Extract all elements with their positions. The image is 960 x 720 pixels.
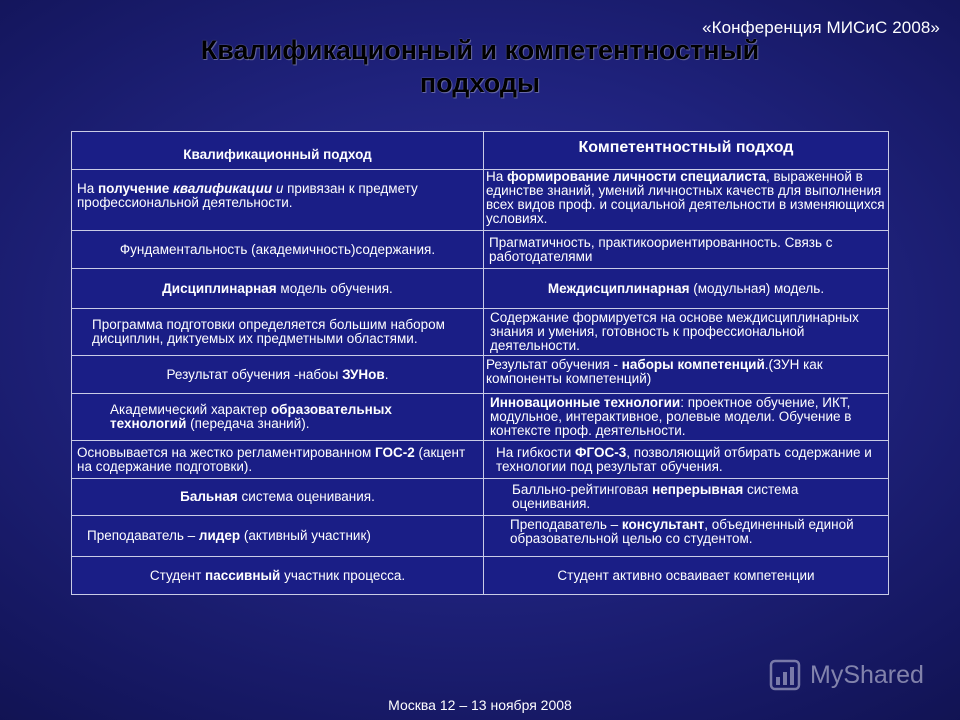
table-cell-right	[484, 356, 889, 394]
table-row	[72, 394, 889, 441]
table-row	[72, 269, 889, 309]
cell-text: На	[77, 181, 99, 196]
table-cell-left	[72, 394, 484, 441]
table-cell-left	[72, 269, 484, 309]
footer-text: Москва 12 – 13 ноября 2008	[388, 697, 572, 713]
table-row	[72, 170, 889, 231]
cell-text: модель обучения.	[276, 280, 393, 296]
myshared-watermark	[768, 655, 948, 695]
conference-label: «Конференция МИСиС 2008»	[702, 18, 940, 37]
slide-title	[70, 34, 890, 100]
myshared-logo-text: MyShared	[810, 660, 924, 689]
cell-text: (передача знаний).	[186, 416, 310, 431]
cell-bold-text: наборы компетенций	[621, 357, 765, 372]
cell-text: .(ЗУН как компоненты компетенций)	[486, 357, 823, 386]
table-cell-right	[484, 394, 889, 441]
cell-text: участник процесса.	[280, 567, 406, 583]
cell-text: Академический характер	[110, 402, 271, 417]
cell-text: : проектное обучение, ИКТ, модульное, интерактивное, ролевые модели. Обучение в контексте проф. деятельности.	[490, 395, 852, 438]
comparison-table	[71, 131, 889, 595]
cell-text: Результат обучения -набоы	[166, 366, 343, 382]
col2-header: Компетентностный подход	[484, 132, 889, 170]
cell-bold-text: непрерывная	[652, 482, 744, 497]
cell-bold-text: Дисциплинарная	[162, 280, 277, 296]
table-cell-left	[72, 557, 484, 595]
table-cell-left	[72, 516, 484, 557]
table-row	[72, 309, 889, 356]
cell-text: (активный участник)	[240, 528, 371, 543]
table-cell-right	[484, 269, 889, 309]
cell-text: (модульная) модель.	[689, 280, 825, 296]
cell-text: Преподаватель –	[87, 528, 199, 543]
table-cell-right	[484, 441, 889, 479]
table-cell-right: Содержание формируется на основе междисциплинарных знания и умения, готовность к профессиональной деятельности.	[484, 309, 889, 356]
table-cell-right	[484, 170, 889, 231]
table-cell-right	[484, 516, 889, 557]
myshared-logo-icon	[768, 658, 802, 692]
cell-text: система оценивания.	[237, 489, 375, 504]
cell-bold-text: формирование личности специалиста	[507, 169, 766, 184]
cell-bold-text: Междисциплинарная	[547, 280, 690, 296]
table-cell-right: Прагматичность, практикоориентированность. Связь с работодателями	[484, 231, 889, 269]
table-cell-left: Фундаментальность (академичность)содержания.	[72, 231, 484, 269]
cell-text: Преподаватель –	[510, 517, 622, 532]
table-row	[72, 231, 889, 269]
cell-bold-text: консультант	[621, 517, 705, 532]
table-cell-right: Студент активно осваивает компетенции	[484, 557, 889, 595]
cell-bold-text: Инновационные технологии	[490, 395, 681, 410]
cell-bold-text: лидер	[198, 528, 241, 543]
table-row	[72, 479, 889, 516]
table-row	[72, 557, 889, 595]
cell-text: Студент	[149, 567, 206, 583]
cell-bold-text: ЗУНов	[342, 366, 385, 382]
table-row	[72, 356, 889, 394]
cell-bold-text: Бальная	[180, 489, 238, 504]
cell-bold-text: ГОС-2	[375, 444, 415, 460]
cell-text: Основывается на жестко регламентированном	[77, 444, 376, 460]
table-cell-right	[484, 479, 889, 516]
cell-text: (акцент на содержание подготовки).	[77, 444, 466, 474]
cell-text: На гибкости	[496, 444, 575, 460]
cell-bold-text: образовательных технологий	[110, 402, 392, 431]
table-cell-left	[72, 170, 484, 231]
cell-bold-text: пассивный	[205, 567, 281, 583]
cell-text: , позволяющий отбирать содержание и технологии под результат обучения.	[496, 444, 872, 474]
cell-bold-text: ФГОС-3	[575, 444, 627, 460]
slide-title-line1: Квалификационный и компетентностный	[200, 35, 760, 65]
cell-text: система оценивания.	[512, 482, 799, 511]
table-cell-left	[72, 356, 484, 394]
cell-text: .	[384, 366, 389, 382]
cell-italic-text: и	[272, 181, 284, 196]
col1-header: Квалификационный подход	[72, 132, 484, 170]
cell-bold-italic-text: квалификации	[173, 181, 273, 196]
table-cell-left: Программа подготовки определяется большим набором дисциплин, диктуемых их предметными областями.	[72, 309, 484, 356]
table-header-row	[72, 132, 889, 170]
table-cell-left	[72, 441, 484, 479]
table-cell-left	[72, 479, 484, 516]
cell-text: , объединенный единой образовательной целью со студентом.	[510, 517, 854, 546]
table-row	[72, 441, 889, 479]
cell-text: Результат обучения -	[486, 357, 622, 372]
cell-text: На	[486, 169, 508, 184]
cell-bold-text: получение	[98, 181, 174, 196]
cell-text: привязан к предмету профессиональной деятельности.	[77, 181, 418, 210]
cell-text: , выраженной в единстве знаний, умений личностных качеств для выполнения всех видов проф. и социальной деятельности в изменяющихся условиях.	[486, 169, 885, 226]
slide-title-line2: подходы	[419, 68, 541, 98]
cell-text: Балльно-рейтинговая	[512, 482, 653, 497]
table-row	[72, 516, 889, 557]
